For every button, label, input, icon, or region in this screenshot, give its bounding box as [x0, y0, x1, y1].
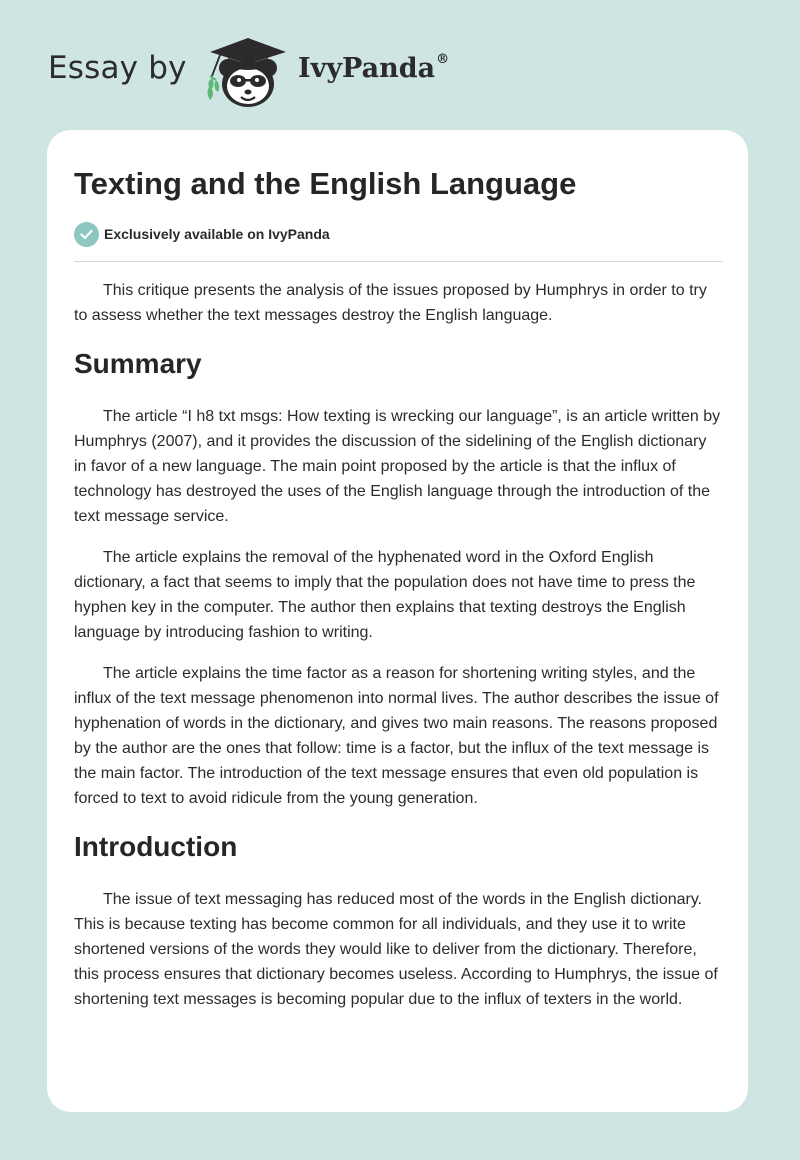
exclusive-badge: [74, 221, 330, 247]
site-header: [48, 30, 748, 110]
section-heading-summary: Summary: [74, 348, 202, 379]
introduction-paragraph: The issue of text messaging has reduced most of the words in the English dictionary. This is because texting has become common for all individuals, and they use it to write shortened versions of the words they would like to deliver from the dictionary. Therefore, this process ensures that dictionary becomes useless. According to Humphrys, the issue of shortening text messages is becoming popular due to the influx of texters in the world.: [74, 891, 718, 1008]
section-heading-introduction: Introduction: [74, 831, 238, 862]
intro-paragraph: This critique presents the analysis of the issues proposed by Humphrys in order to try to assess whether the text messages destroy the English language.: [74, 282, 707, 324]
check-circle-icon: [74, 222, 99, 247]
summary-paragraph: The article explains the removal of the hyphenated word in the Oxford English dictionary, a fact that seems to imply that the population does not have time to press the hyphen key in the computer. The author then explains that texting destroys the English language by introducing fashion to writing.: [74, 549, 696, 641]
page-title: Texting and the English Language: [74, 166, 577, 201]
panda-logo-icon[interactable]: [202, 34, 294, 110]
brand-name[interactable]: [298, 52, 449, 84]
essay-body: [74, 278, 723, 1028]
essay-card: [47, 130, 748, 1112]
summary-paragraph: The article “I h8 txt msgs: How texting is wrecking our language”, is an article written by Humphrys (2007), and it provides the discussion of the sidelining of the English dictionary in favor of a new language. The main point proposed by the article is that the influx of technology has destroyed the uses of the English language through the introduction of the text message service.: [74, 408, 721, 525]
registered-mark: ®: [436, 52, 450, 67]
summary-paragraph: The article explains the time factor as a reason for shortening writing styles, and the influx of the text message phenomenon into normal lives. The author describes the issue of hyphenation of words in the dictionary, and gives two main reasons. The reasons proposed by the author are the ones that follow: time is a factor, but the influx of the text message is the main factor. The introduction of the text message ensures that even old population is forced to text to avoid ridicule from the young generation.: [74, 665, 719, 807]
brand-text: IvyPanda: [298, 53, 436, 84]
title-divider: [74, 261, 723, 262]
essay-by-label: Essay by: [48, 50, 187, 86]
exclusive-label: Exclusively available on IvyPanda: [104, 226, 330, 242]
